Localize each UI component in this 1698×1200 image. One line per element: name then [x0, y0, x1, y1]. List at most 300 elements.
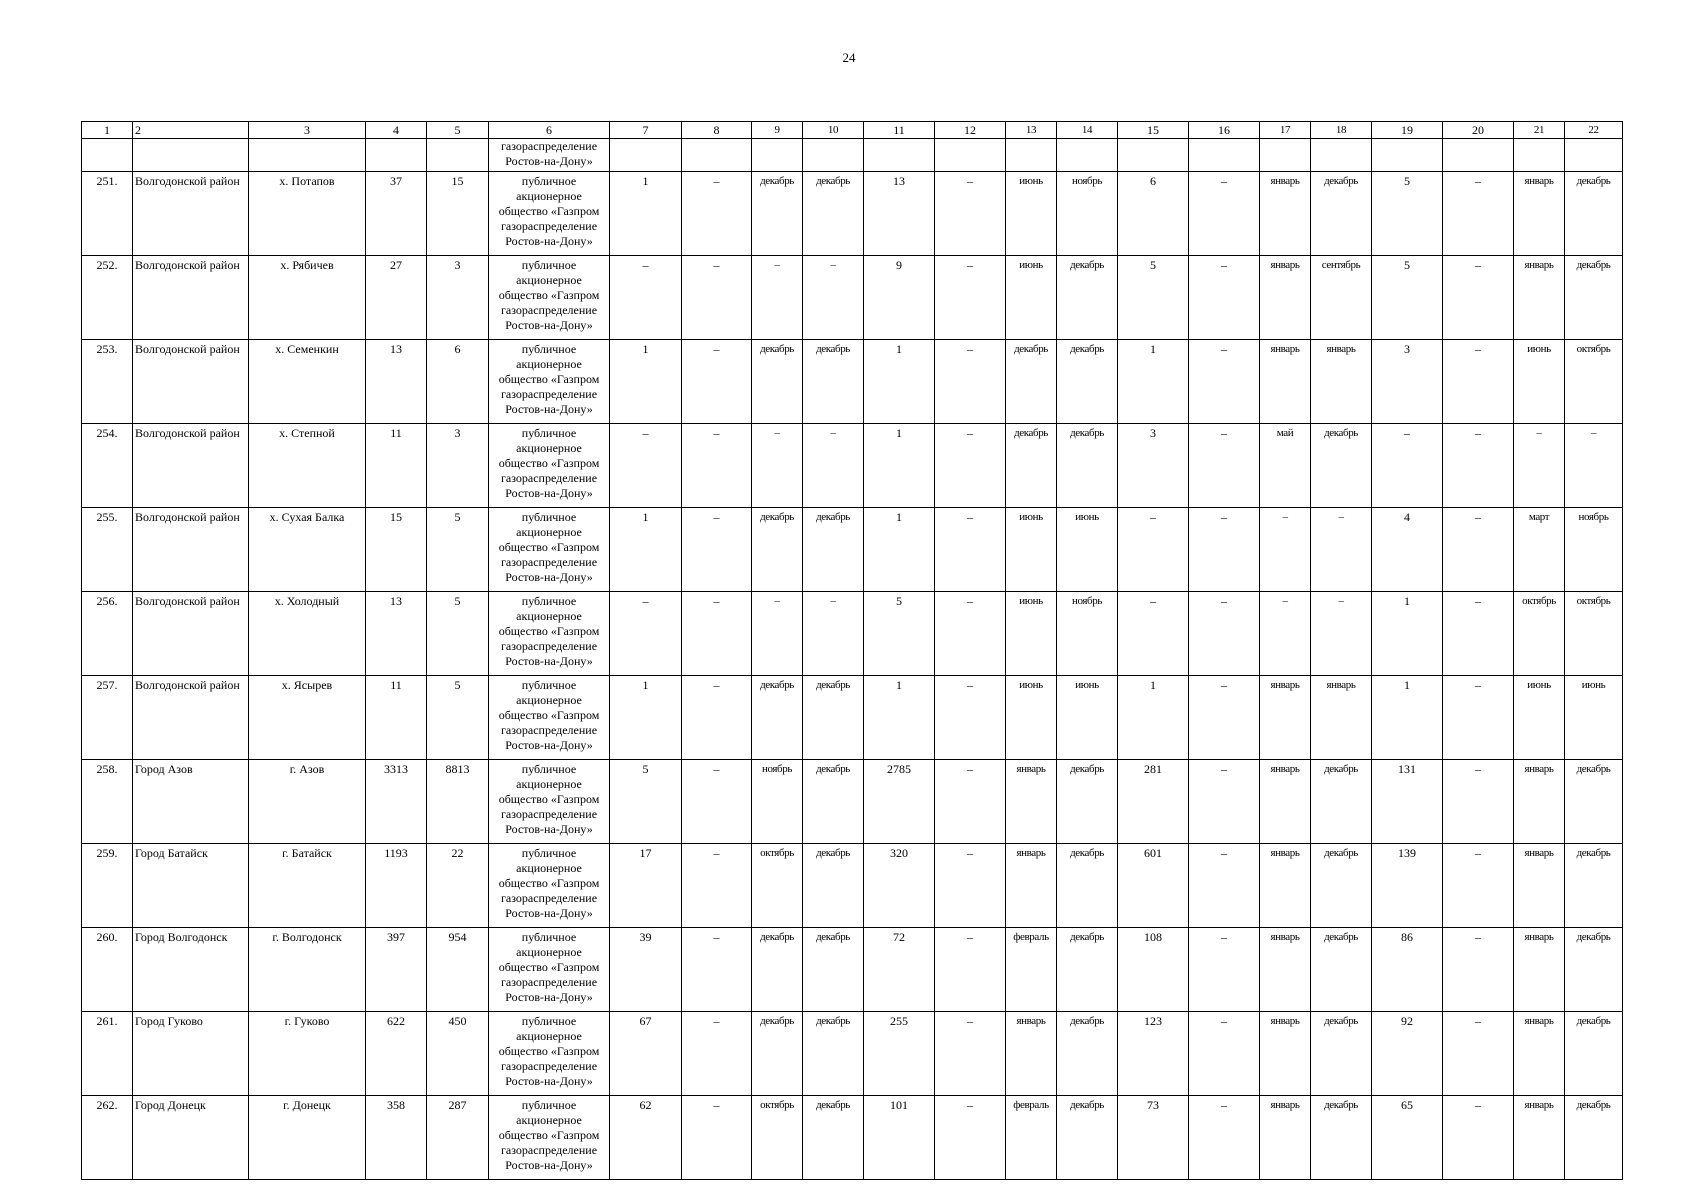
table-cell-col-15: 123 [1118, 1012, 1189, 1096]
table-cell-col-20: – [1443, 256, 1514, 340]
table-cell-col-1: 259. [82, 844, 133, 928]
table-cell-col-17: май [1260, 424, 1311, 508]
table-cell-col-6: публичное акционерное общество «Газпром газораспределение Ростов-на-Дону» [489, 844, 610, 928]
table-cell-col-6: публичное акционерное общество «Газпром газораспределение Ростов-на-Дону» [489, 508, 610, 592]
table-cell-col-16: – [1189, 928, 1260, 1012]
table-row [82, 508, 1623, 592]
table-cell-col-16: – [1189, 676, 1260, 760]
table-cell-col-1: 260. [82, 928, 133, 1012]
table-cell-col-21: январь [1514, 760, 1565, 844]
table-cell-col-18: – [1311, 508, 1372, 592]
table-cell-col-22: декабрь [1565, 844, 1623, 928]
table-cell-col-11 [864, 139, 935, 172]
table-cell-col-12: – [935, 1096, 1006, 1180]
table-cell-col-21: март [1514, 508, 1565, 592]
table-cell-col-14: декабрь [1057, 760, 1118, 844]
table-cell-col-6: газораспределение Ростов-на-Дону» [489, 139, 610, 172]
table-cell-col-16: – [1189, 1012, 1260, 1096]
table-row [82, 340, 1623, 424]
table-cell-col-14: июнь [1057, 508, 1118, 592]
table-cell-col-1: 258. [82, 760, 133, 844]
table-cell-col-11: 1 [864, 676, 935, 760]
table-cell-col-5: 3 [427, 424, 489, 508]
table-cell-col-15: 108 [1118, 928, 1189, 1012]
table-row [82, 1096, 1623, 1180]
table-cell-col-2: Волгодонской район [133, 508, 249, 592]
table-cell-col-2: Волгодонской район [133, 592, 249, 676]
table-cell-col-6: публичное акционерное общество «Газпром газораспределение Ростов-на-Дону» [489, 172, 610, 256]
table-cell-col-6: публичное акционерное общество «Газпром газораспределение Ростов-на-Дону» [489, 592, 610, 676]
table-cell-col-16: – [1189, 424, 1260, 508]
table-cell-col-9: – [752, 256, 803, 340]
table-cell-col-1 [82, 139, 133, 172]
table-cell-col-12: – [935, 844, 1006, 928]
table-cell-col-2: Волгодонской район [133, 424, 249, 508]
table-cell-col-12: – [935, 676, 1006, 760]
table-cell-col-9: 9 [752, 122, 803, 139]
table-cell-col-8: – [682, 1096, 752, 1180]
table-cell-col-19: 1 [1372, 676, 1443, 760]
table-cell-col-2: Волгодонской район [133, 340, 249, 424]
table-cell-col-20: – [1443, 928, 1514, 1012]
page-number: 24 [842, 50, 856, 65]
table-cell-col-5: 15 [427, 172, 489, 256]
table-body [82, 122, 1623, 1180]
table-cell-col-5: 3 [427, 256, 489, 340]
table-cell-col-9: декабрь [752, 508, 803, 592]
table-cell-col-20: 20 [1443, 122, 1514, 139]
table-cell-col-17: – [1260, 592, 1311, 676]
table-cell-col-8: – [682, 1012, 752, 1096]
table-cell-col-12: – [935, 592, 1006, 676]
table-cell-col-11: 1 [864, 340, 935, 424]
table-cell-col-9: – [752, 592, 803, 676]
table-row [82, 256, 1623, 340]
table-cell-col-20: – [1443, 340, 1514, 424]
table-cell-col-7: 17 [610, 844, 682, 928]
table-cell-col-20: – [1443, 592, 1514, 676]
table-cell-col-20: – [1443, 1012, 1514, 1096]
table-cell-col-14: декабрь [1057, 424, 1118, 508]
table-cell-col-3: х. Семенкин [249, 340, 366, 424]
table-cell-col-10: декабрь [803, 340, 864, 424]
table-cell-col-12: – [935, 508, 1006, 592]
table-row [82, 676, 1623, 760]
table-cell-col-7: 1 [610, 676, 682, 760]
table-cell-col-22: декабрь [1565, 760, 1623, 844]
table-cell-col-15: 1 [1118, 340, 1189, 424]
table-row [82, 592, 1623, 676]
table-cell-col-21: 21 [1514, 122, 1565, 139]
table-cell-col-3: х. Сухая Балка [249, 508, 366, 592]
table-cell-col-4: 3313 [366, 760, 427, 844]
table-cell-col-18: декабрь [1311, 1096, 1372, 1180]
table-row [82, 928, 1623, 1012]
table-cell-col-2: Волгодонской район [133, 172, 249, 256]
table-cell-col-15: 281 [1118, 760, 1189, 844]
table-cell-col-19: 5 [1372, 256, 1443, 340]
table-cell-col-20: – [1443, 760, 1514, 844]
table-cell-col-17: январь [1260, 844, 1311, 928]
table-cell-col-13: январь [1006, 760, 1057, 844]
table-cell-col-19: 131 [1372, 760, 1443, 844]
table-cell-col-16: – [1189, 508, 1260, 592]
table-cell-col-18: 18 [1311, 122, 1372, 139]
table-cell-col-10 [803, 139, 864, 172]
table-cell-col-14: декабрь [1057, 1012, 1118, 1096]
table-cell-col-5 [427, 139, 489, 172]
table-cell-col-22: октябрь [1565, 340, 1623, 424]
table-cell-col-1: 262. [82, 1096, 133, 1180]
table-cell-col-14: 14 [1057, 122, 1118, 139]
table-cell-col-9: октябрь [752, 844, 803, 928]
table-cell-col-20: – [1443, 676, 1514, 760]
table-cell-col-17: январь [1260, 1096, 1311, 1180]
table-cell-col-2: Волгодонской район [133, 676, 249, 760]
table-cell-col-10: декабрь [803, 844, 864, 928]
table-cell-col-20: – [1443, 844, 1514, 928]
table-cell-col-19: 65 [1372, 1096, 1443, 1180]
table-cell-col-18: декабрь [1311, 172, 1372, 256]
table-cell-col-16: – [1189, 592, 1260, 676]
table-cell-col-21: январь [1514, 172, 1565, 256]
table-cell-col-15: 601 [1118, 844, 1189, 928]
table-cell-col-22: декабрь [1565, 172, 1623, 256]
table-cell-col-5: 8813 [427, 760, 489, 844]
table-cell-col-10: декабрь [803, 172, 864, 256]
table-cell-col-8: – [682, 928, 752, 1012]
table-cell-col-4: 11 [366, 424, 427, 508]
table-cell-col-21: июнь [1514, 676, 1565, 760]
table-cell-col-1: 252. [82, 256, 133, 340]
table-cell-col-7: 1 [610, 172, 682, 256]
table-cell-col-12: – [935, 1012, 1006, 1096]
table-cell-col-15 [1118, 139, 1189, 172]
table-cell-col-13: декабрь [1006, 340, 1057, 424]
table-cell-col-15: 1 [1118, 676, 1189, 760]
table-cell-col-22: декабрь [1565, 928, 1623, 1012]
table-cell-col-3: х. Степной [249, 424, 366, 508]
table-cell-col-15: 5 [1118, 256, 1189, 340]
table-cell-col-6: публичное акционерное общество «Газпром газораспределение Ростов-на-Дону» [489, 676, 610, 760]
table-cell-col-18: декабрь [1311, 928, 1372, 1012]
table-cell-col-9: октябрь [752, 1096, 803, 1180]
table-cell-col-13: декабрь [1006, 424, 1057, 508]
table-cell-col-19 [1372, 139, 1443, 172]
table-cell-col-18: декабрь [1311, 844, 1372, 928]
table-cell-col-4: 622 [366, 1012, 427, 1096]
table-cell-col-13: февраль [1006, 1096, 1057, 1180]
table-cell-col-9 [752, 139, 803, 172]
table-cell-col-13: июнь [1006, 676, 1057, 760]
table-cell-col-3: х. Рябичев [249, 256, 366, 340]
table-cell-col-22: 22 [1565, 122, 1623, 139]
table-cell-col-7: 5 [610, 760, 682, 844]
table-cell-col-11: 13 [864, 172, 935, 256]
table-cell-col-4: 358 [366, 1096, 427, 1180]
table-cell-col-8: – [682, 844, 752, 928]
table-cell-col-14: декабрь [1057, 340, 1118, 424]
table-cell-col-18: январь [1311, 340, 1372, 424]
table-cell-col-6: публичное акционерное общество «Газпром газораспределение Ростов-на-Дону» [489, 256, 610, 340]
table-cell-col-10: декабрь [803, 676, 864, 760]
table-cell-col-11: 9 [864, 256, 935, 340]
table-header-row [82, 122, 1623, 139]
table-cell-col-5: 5 [427, 508, 489, 592]
table-row [82, 844, 1623, 928]
table-cell-col-14: ноябрь [1057, 172, 1118, 256]
table-cell-col-1: 261. [82, 1012, 133, 1096]
table-cell-col-16: – [1189, 256, 1260, 340]
table-cell-col-5: 954 [427, 928, 489, 1012]
table-cell-col-10: – [803, 424, 864, 508]
table-cell-col-7: 1 [610, 508, 682, 592]
table-cell-col-22: декабрь [1565, 1096, 1623, 1180]
table-cell-col-10: – [803, 592, 864, 676]
table-cell-col-4: 37 [366, 172, 427, 256]
table-cell-col-17 [1260, 139, 1311, 172]
table-cell-col-7: 62 [610, 1096, 682, 1180]
table-cell-col-16: 16 [1189, 122, 1260, 139]
table-continuation-row [82, 139, 1623, 172]
table-cell-col-10: декабрь [803, 928, 864, 1012]
table-cell-col-14: ноябрь [1057, 592, 1118, 676]
table-cell-col-4: 15 [366, 508, 427, 592]
table-cell-col-22: октябрь [1565, 592, 1623, 676]
table-cell-col-16: – [1189, 340, 1260, 424]
table-cell-col-16: – [1189, 760, 1260, 844]
table-cell-col-11: 5 [864, 592, 935, 676]
table-cell-col-13 [1006, 139, 1057, 172]
table-cell-col-17: январь [1260, 928, 1311, 1012]
table-cell-col-14: декабрь [1057, 1096, 1118, 1180]
table-cell-col-16: – [1189, 1096, 1260, 1180]
table-cell-col-2: Город Батайск [133, 844, 249, 928]
table-cell-col-2: Волгодонской район [133, 256, 249, 340]
table-cell-col-21 [1514, 139, 1565, 172]
table-cell-col-18: январь [1311, 676, 1372, 760]
table-cell-col-10: декабрь [803, 508, 864, 592]
table-cell-col-15: 73 [1118, 1096, 1189, 1180]
table-cell-col-3: 3 [249, 122, 366, 139]
table-cell-col-5: 6 [427, 340, 489, 424]
table-cell-col-6: публичное акционерное общество «Газпром газораспределение Ростов-на-Дону» [489, 1096, 610, 1180]
table-cell-col-19: 92 [1372, 1012, 1443, 1096]
table-cell-col-22 [1565, 139, 1623, 172]
table-cell-col-17: январь [1260, 256, 1311, 340]
table-cell-col-17: январь [1260, 1012, 1311, 1096]
table-cell-col-1: 251. [82, 172, 133, 256]
table-cell-col-16: – [1189, 844, 1260, 928]
table-cell-col-5: 5 [427, 122, 489, 139]
table-cell-col-15: 15 [1118, 122, 1189, 139]
table-cell-col-19: 3 [1372, 340, 1443, 424]
table-cell-col-11: 1 [864, 424, 935, 508]
table-cell-col-7: 39 [610, 928, 682, 1012]
table-cell-col-8: – [682, 256, 752, 340]
table-cell-col-13: июнь [1006, 256, 1057, 340]
table-cell-col-19: 19 [1372, 122, 1443, 139]
table-cell-col-2: 2 [133, 122, 249, 139]
table-cell-col-18 [1311, 139, 1372, 172]
table-cell-col-3: х. Холодный [249, 592, 366, 676]
table-cell-col-10: – [803, 256, 864, 340]
table-cell-col-11: 11 [864, 122, 935, 139]
table-cell-col-8: 8 [682, 122, 752, 139]
table-cell-col-4 [366, 139, 427, 172]
table-cell-col-19: 86 [1372, 928, 1443, 1012]
table-cell-col-3: г. Гуково [249, 1012, 366, 1096]
table-cell-col-21: январь [1514, 1012, 1565, 1096]
table-cell-col-21: январь [1514, 1096, 1565, 1180]
table-cell-col-5: 450 [427, 1012, 489, 1096]
table-cell-col-21: январь [1514, 256, 1565, 340]
table-cell-col-12: – [935, 340, 1006, 424]
table-cell-col-20 [1443, 139, 1514, 172]
table-cell-col-19: 139 [1372, 844, 1443, 928]
table-cell-col-4: 1193 [366, 844, 427, 928]
table-cell-col-10: декабрь [803, 1096, 864, 1180]
table-cell-col-18: декабрь [1311, 1012, 1372, 1096]
table-cell-col-13: 13 [1006, 122, 1057, 139]
table-cell-col-15: – [1118, 592, 1189, 676]
table-cell-col-13: июнь [1006, 508, 1057, 592]
table-cell-col-21: январь [1514, 928, 1565, 1012]
table-cell-col-9: декабрь [752, 172, 803, 256]
table-cell-col-10: 10 [803, 122, 864, 139]
table-cell-col-22: ноябрь [1565, 508, 1623, 592]
table-cell-col-22: декабрь [1565, 256, 1623, 340]
table-cell-col-18: сентябрь [1311, 256, 1372, 340]
table-cell-col-6: публичное акционерное общество «Газпром газораспределение Ростов-на-Дону» [489, 1012, 610, 1096]
table-row [82, 172, 1623, 256]
table-row [82, 760, 1623, 844]
table-cell-col-6: публичное акционерное общество «Газпром газораспределение Ростов-на-Дону» [489, 760, 610, 844]
table-cell-col-1: 257. [82, 676, 133, 760]
table-cell-col-22: декабрь [1565, 1012, 1623, 1096]
table-cell-col-21: июнь [1514, 340, 1565, 424]
table-cell-col-8: – [682, 424, 752, 508]
table-cell-col-17: январь [1260, 760, 1311, 844]
table-cell-col-17: январь [1260, 172, 1311, 256]
table-cell-col-13: февраль [1006, 928, 1057, 1012]
table-cell-col-15: – [1118, 508, 1189, 592]
table-cell-col-9: декабрь [752, 340, 803, 424]
table-cell-col-17: 17 [1260, 122, 1311, 139]
table-cell-col-19: 5 [1372, 172, 1443, 256]
table-cell-col-12: – [935, 256, 1006, 340]
table-cell-col-1: 256. [82, 592, 133, 676]
table-cell-col-15: 3 [1118, 424, 1189, 508]
table-cell-col-14: декабрь [1057, 256, 1118, 340]
table-cell-col-21: январь [1514, 844, 1565, 928]
table-cell-col-9: ноябрь [752, 760, 803, 844]
table-cell-col-13: январь [1006, 844, 1057, 928]
table-cell-col-7: 67 [610, 1012, 682, 1096]
table-cell-col-22: – [1565, 424, 1623, 508]
table-cell-col-16 [1189, 139, 1260, 172]
table-cell-col-19: – [1372, 424, 1443, 508]
table-cell-col-7 [610, 139, 682, 172]
table-cell-col-11: 1 [864, 508, 935, 592]
table-cell-col-20: – [1443, 508, 1514, 592]
table-cell-col-3 [249, 139, 366, 172]
table-cell-col-18: – [1311, 592, 1372, 676]
table-cell-col-12: 12 [935, 122, 1006, 139]
table-cell-col-6: 6 [489, 122, 610, 139]
table-cell-col-1: 1 [82, 122, 133, 139]
table-cell-col-16: – [1189, 172, 1260, 256]
table-cell-col-8: – [682, 676, 752, 760]
table-cell-col-21: октябрь [1514, 592, 1565, 676]
table-cell-col-14: декабрь [1057, 844, 1118, 928]
table-cell-col-7: 7 [610, 122, 682, 139]
table-cell-col-13: июнь [1006, 592, 1057, 676]
table-cell-col-10: декабрь [803, 1012, 864, 1096]
table-cell-col-5: 22 [427, 844, 489, 928]
table-cell-col-21: – [1514, 424, 1565, 508]
table-cell-col-5: 5 [427, 676, 489, 760]
table-cell-col-8 [682, 139, 752, 172]
table-cell-col-3: г. Волгодонск [249, 928, 366, 1012]
table-cell-col-11: 72 [864, 928, 935, 1012]
table-cell-col-17: – [1260, 508, 1311, 592]
table-cell-col-19: 4 [1372, 508, 1443, 592]
table-cell-col-8: – [682, 340, 752, 424]
table-row [82, 424, 1623, 508]
table-cell-col-17: январь [1260, 676, 1311, 760]
table-cell-col-20: – [1443, 172, 1514, 256]
table-cell-col-10: декабрь [803, 760, 864, 844]
table-cell-col-9: декабрь [752, 928, 803, 1012]
table-cell-col-3: х. Ясырев [249, 676, 366, 760]
table-cell-col-12: – [935, 424, 1006, 508]
table-cell-col-11: 255 [864, 1012, 935, 1096]
table-cell-col-6: публичное акционерное общество «Газпром газораспределение Ростов-на-Дону» [489, 340, 610, 424]
table-cell-col-8: – [682, 760, 752, 844]
table-cell-col-1: 255. [82, 508, 133, 592]
gasification-table [81, 121, 1623, 1180]
table-cell-col-4: 13 [366, 592, 427, 676]
table-cell-col-7: – [610, 592, 682, 676]
table-cell-col-2: Город Донецк [133, 1096, 249, 1180]
table-cell-col-7: – [610, 424, 682, 508]
table-cell-col-9: декабрь [752, 676, 803, 760]
table-cell-col-4: 4 [366, 122, 427, 139]
table-cell-col-18: декабрь [1311, 424, 1372, 508]
table-cell-col-13: июнь [1006, 172, 1057, 256]
table-cell-col-22: июнь [1565, 676, 1623, 760]
table-cell-col-3: х. Потапов [249, 172, 366, 256]
table-cell-col-4: 397 [366, 928, 427, 1012]
table-cell-col-2: Город Азов [133, 760, 249, 844]
table-cell-col-15: 6 [1118, 172, 1189, 256]
table-cell-col-2: Город Гуково [133, 1012, 249, 1096]
table-cell-col-9: – [752, 424, 803, 508]
table-cell-col-11: 320 [864, 844, 935, 928]
table-cell-col-5: 287 [427, 1096, 489, 1180]
table-cell-col-14: декабрь [1057, 928, 1118, 1012]
table-cell-col-8: – [682, 508, 752, 592]
table-cell-col-1: 254. [82, 424, 133, 508]
table-cell-col-20: – [1443, 1096, 1514, 1180]
table-cell-col-12: – [935, 760, 1006, 844]
table-cell-col-20: – [1443, 424, 1514, 508]
table-row [82, 1012, 1623, 1096]
table-cell-col-3: г. Батайск [249, 844, 366, 928]
table-cell-col-8: – [682, 592, 752, 676]
table-cell-col-2 [133, 139, 249, 172]
